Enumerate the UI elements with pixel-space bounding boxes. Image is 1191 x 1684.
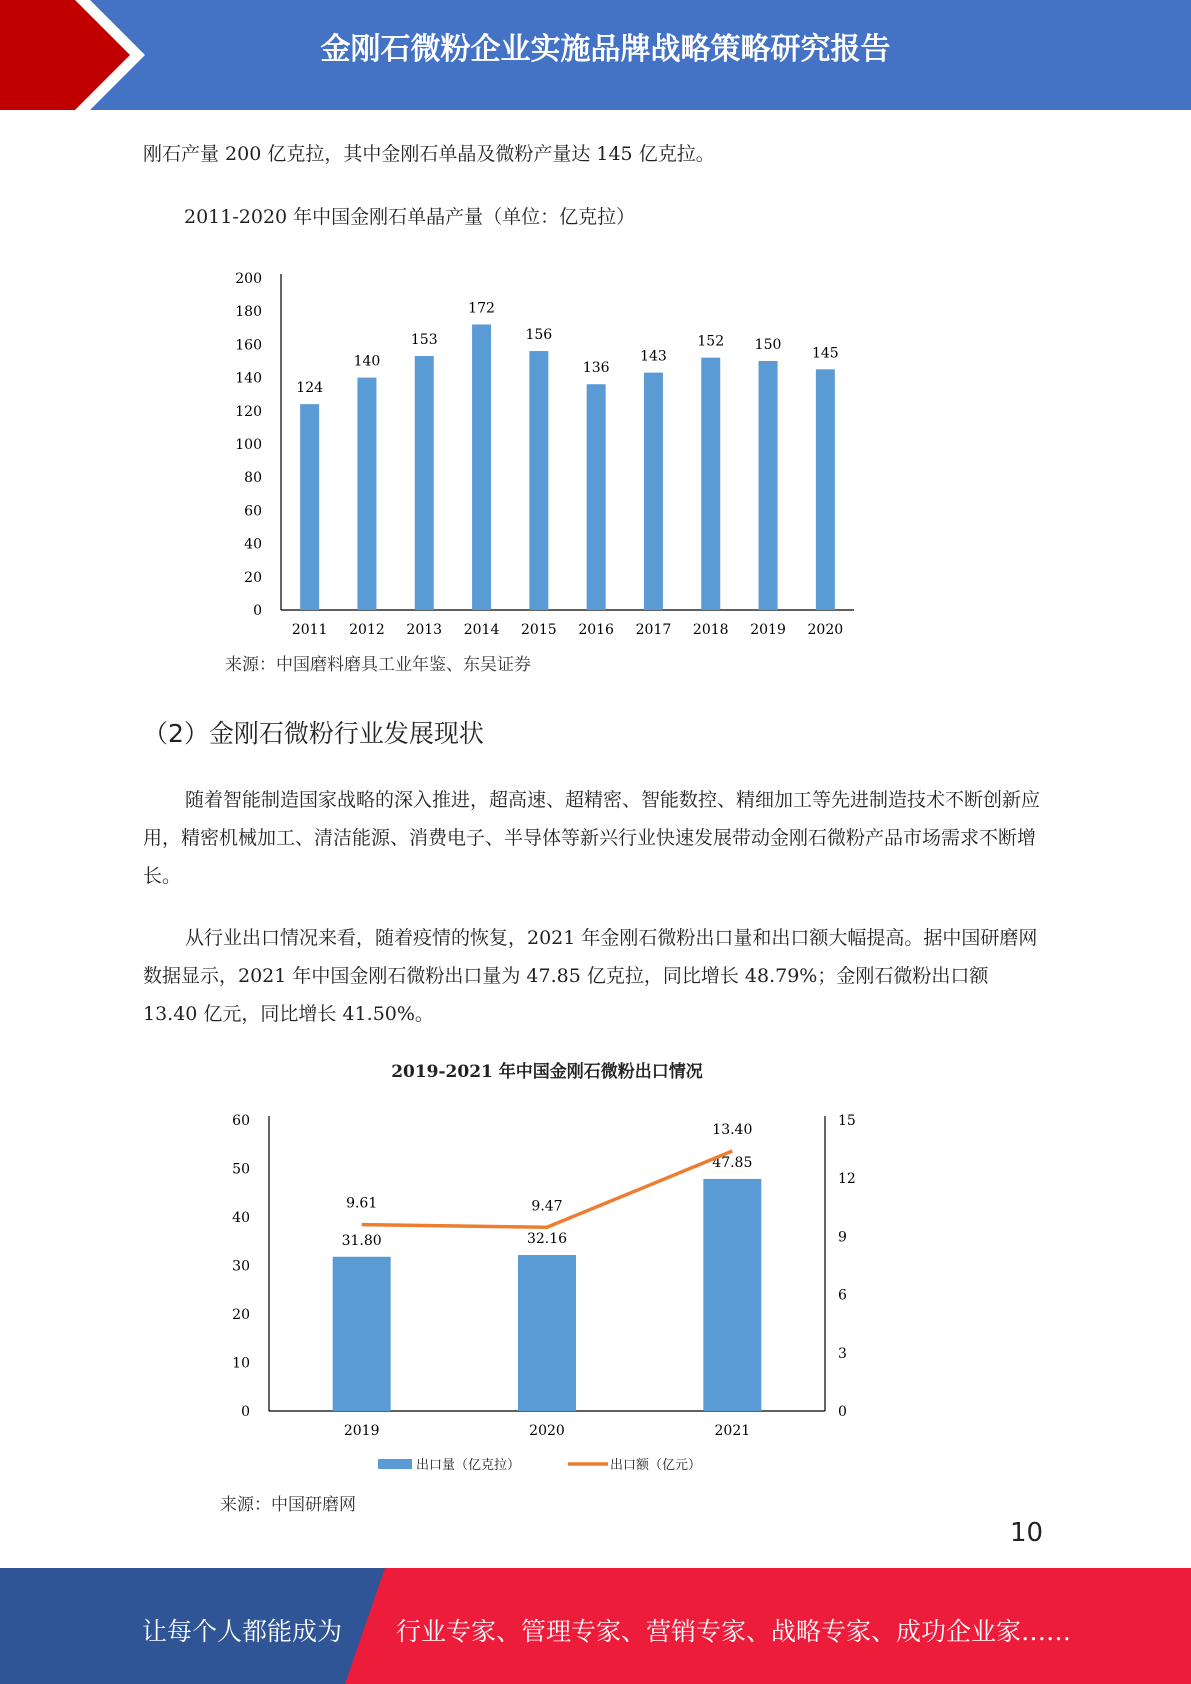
bar-value-label: 143: [640, 348, 667, 365]
y-tick-label: 140: [235, 370, 262, 387]
line-value-label: 13.40: [712, 1122, 753, 1139]
y-tick-label: 180: [235, 304, 262, 321]
page-header: [0, 0, 1191, 110]
bar: [415, 356, 434, 610]
paragraph-export: 从行业出口情况来看，随着疫情的恢复，2021 年金刚石微粉出口量和出口额大幅提高。据中国研磨网数据显示，2021 年中国金刚石微粉出口量为 47.85 亿克拉，同比增长 48.79%；金刚石微粉出口额 13.40 亿元，同比增长 41.50%。: [143, 927, 1038, 1025]
left-y-tick-label: 0: [241, 1404, 250, 1420]
bar-value-label: 31.80: [341, 1232, 382, 1249]
chart-micropowder-export: [0, 1060, 1191, 1500]
bar: [703, 1179, 761, 1411]
right-y-tick-label: 12: [838, 1171, 856, 1188]
chart1-caption: 2011-2020 年中国金刚石单晶产量（单位：亿克拉）: [184, 206, 636, 228]
legend-bar-label: 出口量（亿克拉）: [416, 1458, 521, 1473]
x-tick-label: 2019: [343, 1423, 380, 1439]
bar: [529, 351, 548, 610]
bar-value-label: 47.85: [712, 1154, 753, 1171]
bar-value-label: 152: [697, 333, 725, 350]
right-y-tick-label: 0: [838, 1404, 847, 1420]
y-tick-label: 200: [235, 271, 262, 287]
legend-bar-swatch: [378, 1459, 412, 1469]
x-tick-label: 2012: [349, 622, 385, 638]
bar-value-label: 140: [353, 353, 381, 370]
section-heading: （2）金刚石微粉行业发展现状: [143, 719, 484, 748]
x-tick-label: 2020: [529, 1423, 565, 1439]
bar-value-label: 145: [811, 345, 839, 362]
bar-value-label: 172: [468, 300, 495, 317]
x-tick-label: 2016: [578, 622, 614, 638]
left-y-tick-label: 10: [232, 1355, 250, 1372]
left-y-tick-label: 60: [232, 1113, 250, 1129]
chart2-source: 来源：中国研磨网: [220, 1495, 356, 1515]
bar: [357, 378, 376, 610]
bar: [300, 404, 319, 610]
left-y-tick-label: 50: [232, 1161, 250, 1178]
x-tick-label: 2019: [750, 622, 786, 638]
right-y-tick-label: 3: [838, 1345, 847, 1362]
bar: [333, 1257, 391, 1411]
bar: [816, 369, 835, 610]
right-y-tick-label: 6: [838, 1287, 847, 1304]
footer-slogan-right: 行业专家、管理专家、营销专家、战略专家、成功企业家……: [396, 1617, 1072, 1646]
y-tick-label: 20: [244, 569, 262, 586]
bar-value-label: 150: [754, 337, 782, 353]
bar-value-label: 124: [296, 380, 324, 397]
report-title: 金刚石微粉企业实施品牌战略策略研究报告: [320, 32, 891, 67]
line-value-label: 9.47: [531, 1198, 563, 1215]
legend-line-label: 出口额（亿元）: [610, 1458, 702, 1473]
line-value-label: 9.61: [346, 1195, 378, 1212]
x-tick-label: 2011: [291, 622, 328, 638]
intro-text: 刚石产量 200 亿克拉，其中金刚石单晶及微粉产量达 145 亿克拉。: [143, 143, 715, 165]
x-tick-label: 2015: [521, 622, 557, 638]
bar-value-label: 136: [582, 360, 610, 377]
x-tick-label: 2020: [807, 622, 844, 638]
bar: [472, 324, 491, 610]
paragraph-market-demand: 随着智能制造国家战略的深入推进，超高速、超精密、智能数控、精细加工等先进制造技术不断创新应用，精密机械加工、清洁能源、消费电子、半导体等新兴行业快速发展带动金刚石微粉产品市场需求不断增长。: [143, 789, 1041, 887]
footer-slogan-left: 让每个人都能成为: [142, 1617, 343, 1646]
left-y-tick-label: 30: [232, 1258, 250, 1275]
y-tick-label: 120: [235, 403, 262, 420]
bar: [644, 373, 663, 610]
y-tick-label: 60: [244, 503, 262, 520]
x-tick-label: 2017: [635, 622, 672, 638]
left-y-tick-label: 40: [232, 1210, 250, 1226]
bar-value-label: 32.16: [526, 1231, 568, 1248]
bar: [587, 384, 606, 610]
y-tick-label: 160: [235, 337, 262, 354]
right-y-tick-label: 15: [838, 1113, 856, 1129]
bar-value-label: 156: [525, 327, 553, 344]
x-tick-label: 2018: [692, 622, 729, 638]
right-y-tick-label: 9: [838, 1229, 847, 1246]
export-value-line: [362, 1151, 733, 1227]
x-tick-label: 2014: [463, 622, 500, 638]
left-y-tick-label: 20: [232, 1307, 250, 1323]
y-tick-label: 100: [235, 437, 262, 453]
y-tick-label: 80: [244, 470, 262, 487]
x-tick-label: 2013: [406, 622, 443, 638]
y-tick-label: 40: [244, 536, 262, 553]
page-number: 10: [1010, 1518, 1044, 1548]
chart1-source: 来源：中国磨料磨具工业年鉴、东吴证券: [225, 655, 531, 675]
bar: [759, 361, 778, 610]
x-tick-label: 2021: [714, 1423, 751, 1439]
chart-single-crystal-output: [0, 260, 1191, 680]
bar-value-label: 153: [410, 332, 438, 349]
bar: [518, 1255, 576, 1411]
bar: [701, 358, 720, 610]
y-tick-label: 0: [253, 603, 262, 619]
chart-title: 2019-2021 年中国金刚石微粉出口情况: [391, 1062, 703, 1082]
